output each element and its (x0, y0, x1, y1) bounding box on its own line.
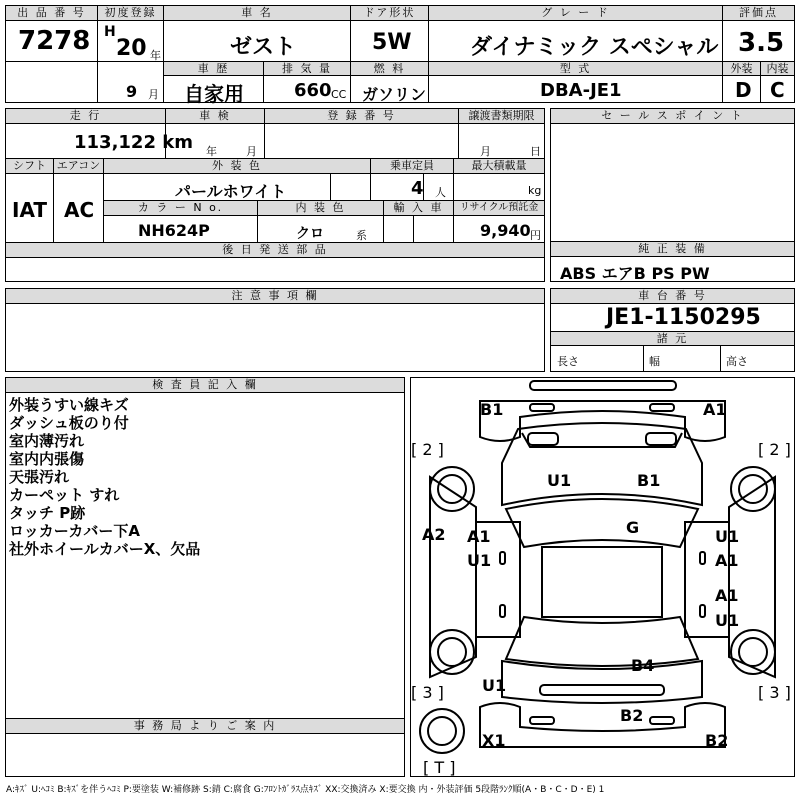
door-header: ドア形状 (351, 6, 428, 21)
load-unit: kg (528, 184, 542, 197)
damage-a1-left-door: A1 (467, 527, 491, 546)
first-reg-header: 初度登録 (98, 6, 163, 21)
damage-u1-right-rear: U1 (715, 611, 740, 630)
car-name: ゼスト (230, 35, 297, 60)
transfer-header: 譲渡書類期限 (459, 109, 544, 124)
capacity-unit: 人 (435, 186, 446, 199)
damage-g-glass: G (626, 518, 640, 537)
note-line: ダッシュ板のり付 (9, 414, 129, 432)
note-line: 社外ホイールカバーX、欠品 (9, 540, 201, 558)
int-color-suffix: 系 (356, 229, 367, 242)
note-line: 外装うすい線キズ (9, 396, 129, 414)
damage-b4-rear: B4 (631, 656, 655, 675)
capacity-value: 4 (411, 178, 424, 199)
inspection-year-unit: 年 (206, 145, 217, 158)
history-header: 車 歴 (164, 62, 263, 76)
inspection-month-unit: 月 (246, 145, 257, 158)
office-header: 事 務 局 よ り ご 案 内 (6, 719, 404, 734)
cc-unit: CC (331, 88, 347, 101)
shift-value: IAT (12, 198, 48, 222)
damage-b1-hood: B1 (637, 471, 661, 490)
fuel-header: 燃 料 (351, 62, 428, 76)
dim-width-label: 幅 (649, 355, 660, 368)
fuel-value: ガソリン (362, 85, 427, 104)
damage-a1-right-rear: A1 (715, 586, 739, 605)
genuine-header: 純 正 装 備 (551, 242, 794, 257)
dim-height-label: 高さ (726, 355, 748, 368)
note-line: カーペット すれ (9, 486, 120, 504)
damage-a2-left: A2 (422, 525, 446, 544)
mileage-value: 113,122 km (74, 132, 193, 153)
damage-b1-front-left: B1 (480, 400, 504, 419)
first-reg-year: 20 (116, 36, 147, 61)
aircon-header: エアコン (54, 159, 103, 174)
damage-u1-left-door: U1 (467, 551, 492, 570)
transfer-day-unit: 日 (530, 145, 541, 158)
int-color-value: クロ (296, 226, 324, 242)
capacity-header: 乗車定員 (371, 159, 453, 174)
lot-no-header: 出 品 番 号 (6, 6, 97, 21)
model-value: DBA-JE1 (540, 80, 622, 101)
damage-u1-right-door: U1 (715, 527, 740, 546)
inspection-header: 車 検 (166, 109, 264, 124)
color-no-header: カ ラ ー N o. (104, 201, 257, 216)
chassis-number: JE1-1150295 (606, 305, 761, 330)
note-line: ロッカーカバー下A (9, 522, 141, 540)
tire-rear-left: [ 3 ] (411, 683, 444, 702)
notes-header: 注 意 事 項 欄 (6, 289, 544, 304)
trunk-label: [ T ] (423, 758, 456, 777)
year-unit: 年 (150, 49, 161, 62)
damage-a1-right-door: A1 (715, 551, 739, 570)
score: 3.5 (738, 28, 785, 58)
color-header: 外 装 色 (104, 159, 370, 174)
damage-a1-front-right: A1 (703, 400, 727, 419)
recycle-value: 9,940 (480, 221, 531, 240)
grade-header: グ レ ー ド (429, 6, 722, 21)
note-line: 室内内張傷 (9, 450, 85, 468)
era: H (104, 24, 116, 40)
dims-header: 諸 元 (551, 332, 794, 346)
transfer-month-unit: 月 (480, 145, 491, 158)
interior-grade: C (770, 78, 785, 102)
max-load-header: 最大積載量 (454, 159, 544, 174)
exterior-header: 外装 (723, 62, 760, 76)
recycle-unit: 円 (530, 229, 541, 242)
displacement-value: 660 (294, 80, 332, 101)
chassis-header: 車 台 番 号 (551, 289, 794, 304)
month-unit: 月 (148, 88, 159, 101)
tire-front-right: [ 2 ] (758, 440, 791, 459)
first-reg-month: 9 (126, 82, 138, 101)
damage-b2-bumper: B2 (620, 706, 644, 725)
sales-point-header: セ ー ル ス ポ イ ン ト (551, 109, 794, 124)
damage-b2-rear-right: B2 (705, 731, 729, 750)
recycle-header: リサイクル預託金 (454, 201, 544, 216)
damage-u1-hood: U1 (547, 471, 572, 490)
interior-header: 内装 (761, 62, 794, 76)
dim-length-label: 長さ (557, 355, 579, 368)
inspector-header: 検 査 員 記 入 欄 (6, 378, 404, 393)
note-line: 室内薄汚れ (9, 432, 85, 450)
mileage-header: 走 行 (6, 109, 165, 124)
tire-rear-right: [ 3 ] (758, 683, 791, 702)
note-line: タッチ P跡 (9, 504, 86, 522)
int-color-header: 内 装 色 (258, 201, 383, 216)
note-line: 天張汚れ (9, 468, 70, 486)
reg-no-header: 登 録 番 号 (265, 109, 458, 124)
color-no-value: NH624P (138, 221, 210, 240)
shift-header: シフト (6, 159, 53, 174)
history-value: 自家用 (184, 82, 244, 106)
displacement-header: 排 気 量 (264, 62, 350, 76)
damage-x1-rear-left: X1 (482, 731, 506, 750)
legend-footer: A:ｷｽﾞ U:ﾍｺﾐ B:ｷｽﾞを伴うﾍｺﾐ P:要塗装 W:補修跡 S:錆 C:腐食 G:ﾌﾛﾝﾄｶﾞﾗｽ点ｷｽﾞ XX:交換済み X:要交換 内・外装評価 5段階ﾗﾝｸ順(A・B・C・D・E) 1 (6, 785, 605, 795)
color-value: パールホワイト (175, 182, 287, 201)
model-header: 型 式 (429, 62, 722, 76)
aircon-value: AC (64, 198, 95, 222)
genuine-equipment: ABS エアB PS PW (560, 264, 710, 283)
car-outline-diagram (410, 377, 795, 777)
lot-number: 7278 (18, 26, 91, 56)
damage-u1-rear: U1 (482, 676, 507, 695)
tire-front-left: [ 2 ] (411, 440, 444, 459)
door-type: 5W (372, 30, 412, 55)
grade: ダイナミック スペシャル (470, 35, 719, 60)
import-header: 輸 入 車 (384, 201, 453, 216)
rear-parts-header: 後 日 発 送 部 品 (6, 243, 544, 258)
score-header: 評価点 (723, 6, 794, 21)
exterior-grade: D (735, 78, 752, 102)
inspector-notes (9, 396, 200, 558)
car-name-header: 車 名 (164, 6, 350, 21)
